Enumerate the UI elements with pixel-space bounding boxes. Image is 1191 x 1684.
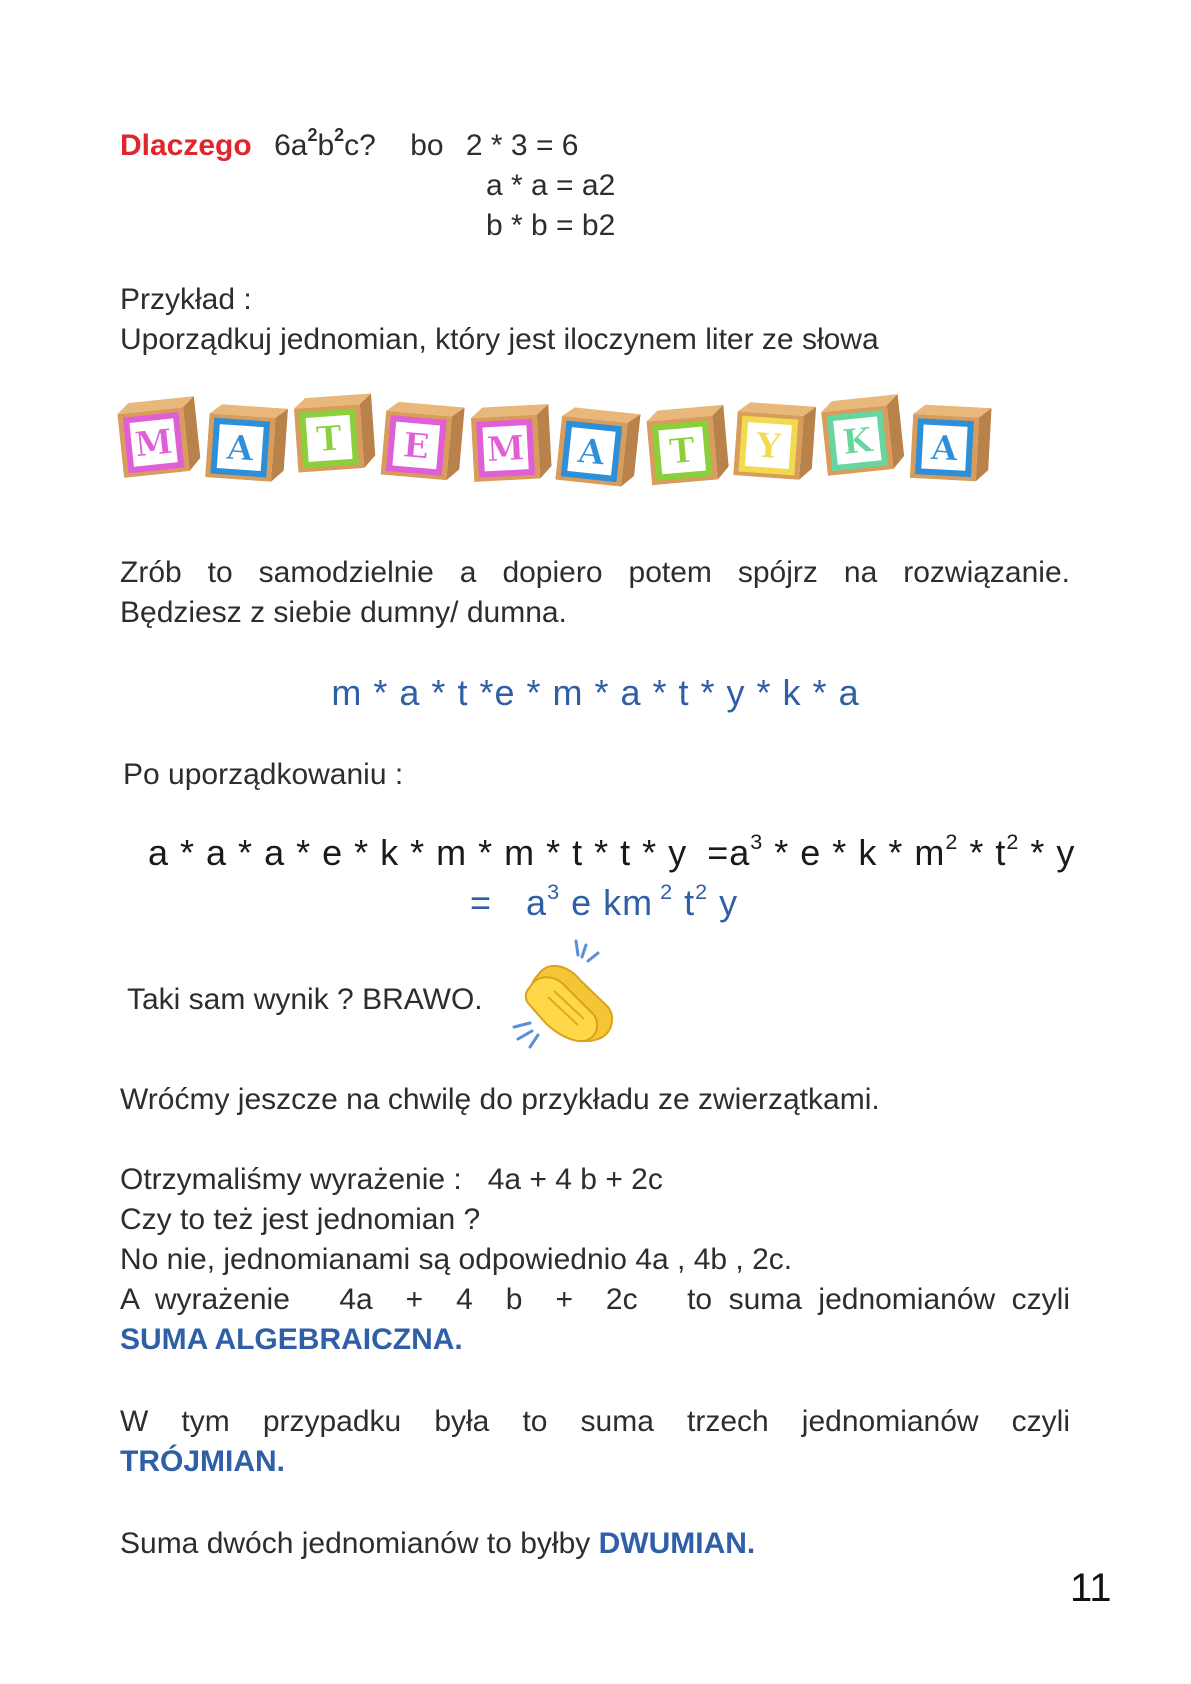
binomial-term: DWUMIAN. (598, 1527, 756, 1560)
letter-block (820, 394, 905, 476)
letter-block-label: A (225, 427, 255, 470)
ordered-product: $a * a * a * e * k * m * m * t * t * y =a^3 * e * k * m^2 * t^2 * y$ (148, 828, 1076, 873)
letter-block (116, 396, 201, 478)
letter-block-label: E (401, 425, 431, 468)
why-reason-1: 2 * 3 = 6 (465, 129, 579, 162)
letter-block-label: T (315, 418, 344, 461)
expression-line-2: Czy to też jest jednomian ? (120, 1203, 481, 1236)
letter-block-label: T (667, 430, 697, 473)
letter-block-label: K (840, 420, 875, 464)
example-label: Przykład : (120, 283, 252, 316)
letter-blocks (120, 400, 1000, 474)
letters-product: m * a * t *e * m * a * t * y * k * a (331, 672, 860, 713)
back-text: Wróćmy jeszcze na chwilę do przykładu ze zwierzątkami. (120, 1083, 880, 1116)
trinomial-line-1: W tym przypadku była to suma trzech jednomianów czyli (120, 1405, 1070, 1438)
why-reason-3: b * b = b2 (486, 209, 616, 242)
expression-line-4: A wyrażenie 4a + 4 b + 2c to suma jednomianów czyli (120, 1283, 1070, 1316)
example-task: Uporządkuj jednomian, który jest iloczynem liter ze słowa (120, 323, 879, 356)
expression-line-1: Otrzymaliśmy wyrażenie : 4a + 4 b + 2c (120, 1163, 663, 1196)
binomial-line: Suma dwóch jednomianów to byłby DWUMIAN. (120, 1527, 756, 1560)
why-bo: bo (410, 129, 444, 162)
why-word: Dlaczego (120, 129, 252, 162)
letter-block (646, 405, 730, 486)
expression-line-3: No nie, jednomianami są odpowiednio 4a , 4b , 2c. (120, 1243, 793, 1276)
letter-block-label: A (930, 428, 959, 470)
letter-block (293, 393, 376, 472)
why-line (120, 126, 579, 166)
why-reason-2: a * a = a2 (486, 169, 616, 202)
letter-block-label: A (576, 431, 607, 474)
page-number: 11 (1070, 1566, 1112, 1610)
ordered-result: = $a^3$ e km $^2$ $t^2$ y (470, 878, 739, 923)
letter-block-label: M (132, 421, 175, 466)
trinomial-term: TRÓJMIAN. (120, 1445, 285, 1478)
letter-block-label: Y (754, 425, 782, 468)
letter-block (381, 401, 465, 482)
bravo-text: Taki sam wynik ? BRAWO. (127, 983, 483, 1016)
letter-block (555, 406, 640, 488)
algebraic-sum-term: SUMA ALGEBRAICZNA. (120, 1323, 463, 1356)
do-it-line-2: Będziesz z siebie dumny/ dumna. (120, 596, 567, 629)
letter-block (733, 401, 816, 480)
letter-block-label: M (485, 428, 526, 471)
letter-block (470, 404, 552, 482)
letter-block (205, 403, 288, 482)
clapping-hands-icon (508, 935, 628, 1060)
letter-block (910, 404, 992, 482)
do-it-line-1: Zrób to samodzielnie a dopiero potem spójrz na rozwiązanie. (120, 556, 1070, 589)
after-label: Po uporządkowaniu : (123, 758, 404, 791)
why-expression: $6a^2b^2c$? (274, 125, 376, 162)
